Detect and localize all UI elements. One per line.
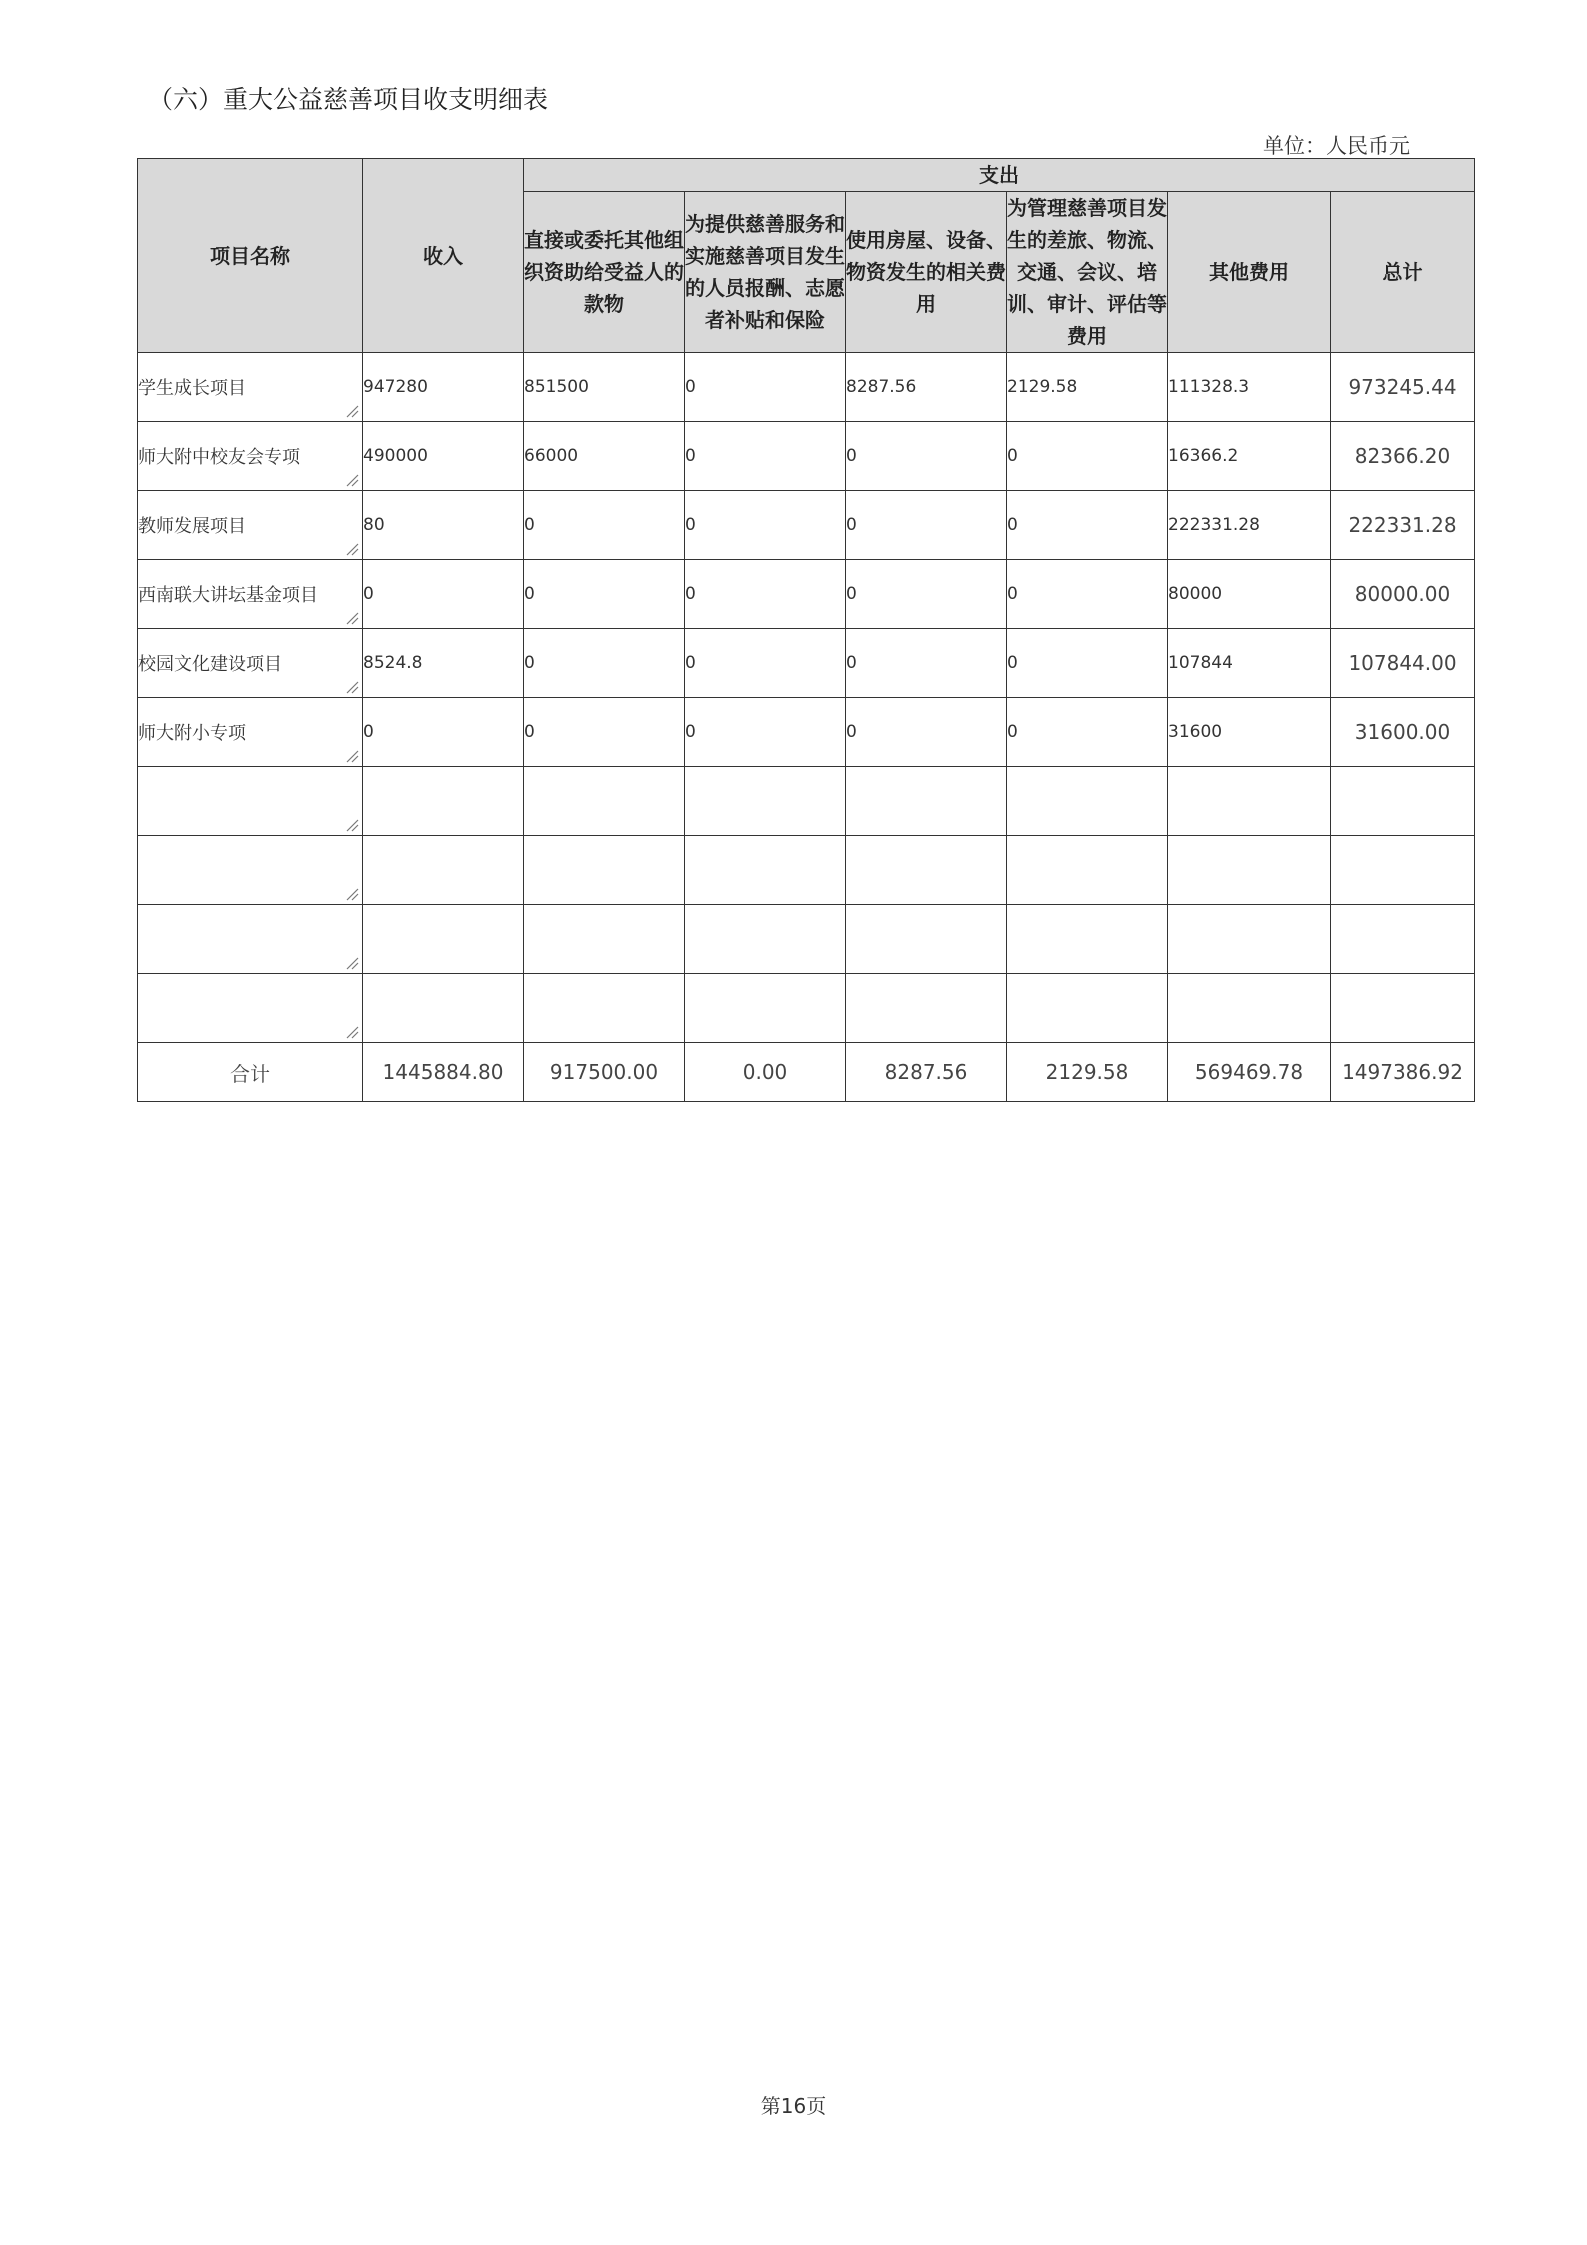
- sum-total: 1497386.92: [1331, 1043, 1475, 1102]
- header-total: 总计: [1331, 192, 1475, 353]
- cell-income: [363, 905, 524, 974]
- cell-total: 82366.20: [1331, 422, 1475, 491]
- sum-management: 2129.58: [1007, 1043, 1168, 1102]
- cell-facilities: [846, 905, 1007, 974]
- table-row: [138, 836, 1475, 905]
- cell-facilities: 0: [846, 629, 1007, 698]
- cell-income: 80: [363, 491, 524, 560]
- cell-management: [1007, 974, 1168, 1043]
- project-name-field[interactable]: [138, 698, 363, 767]
- cell-other: 16366.2: [1168, 422, 1331, 491]
- sum-personnel: 0.00: [685, 1043, 846, 1102]
- cell-facilities: 0: [846, 491, 1007, 560]
- project-name-field[interactable]: [138, 353, 363, 422]
- cell-management: 2129.58: [1007, 353, 1168, 422]
- project-name-field[interactable]: [138, 422, 363, 491]
- project-name-text: 师大附小专项: [138, 723, 246, 744]
- cell-facilities: 0: [846, 560, 1007, 629]
- project-name-field[interactable]: [138, 836, 363, 905]
- cell-management: [1007, 905, 1168, 974]
- cell-income: [363, 974, 524, 1043]
- header-facilities: 使用房屋、设备、物资发生的相关费用: [846, 192, 1007, 353]
- cell-personnel: 0: [685, 560, 846, 629]
- cell-direct-funding: [524, 905, 685, 974]
- cell-direct-funding: 0: [524, 491, 685, 560]
- cell-other: 31600: [1168, 698, 1331, 767]
- cell-other: [1168, 905, 1331, 974]
- cell-total: [1331, 974, 1475, 1043]
- resize-handle-icon[interactable]: [345, 887, 359, 901]
- sum-direct: 917500.00: [524, 1043, 685, 1102]
- unit-label: 单位：人民币元: [1263, 134, 1410, 158]
- table-body: [138, 353, 1475, 1043]
- project-name-text: 西南联大讲坛基金项目: [138, 585, 318, 606]
- cell-personnel: 0: [685, 491, 846, 560]
- cell-other: 111328.3: [1168, 353, 1331, 422]
- cell-facilities: 0: [846, 698, 1007, 767]
- cell-income: 0: [363, 698, 524, 767]
- project-name-field[interactable]: [138, 491, 363, 560]
- cell-income: [363, 836, 524, 905]
- project-name-field[interactable]: [138, 560, 363, 629]
- resize-handle-icon[interactable]: [345, 1025, 359, 1039]
- header-expense-group: 支出: [524, 159, 1475, 192]
- cell-direct-funding: 0: [524, 698, 685, 767]
- cell-personnel: [685, 836, 846, 905]
- project-name-field[interactable]: [138, 905, 363, 974]
- header-project-name: 项目名称: [138, 159, 363, 353]
- table-row: [138, 422, 1475, 491]
- cell-direct-funding: [524, 974, 685, 1043]
- sum-other: 569469.78: [1168, 1043, 1331, 1102]
- cell-income: 8524.8: [363, 629, 524, 698]
- cell-income: 0: [363, 560, 524, 629]
- cell-income: 947280: [363, 353, 524, 422]
- cell-facilities: [846, 974, 1007, 1043]
- cell-personnel: 0: [685, 422, 846, 491]
- page-title: （六）重大公益慈善项目收支明细表: [148, 85, 549, 114]
- cell-other: [1168, 974, 1331, 1043]
- cell-income: 490000: [363, 422, 524, 491]
- cell-management: 0: [1007, 698, 1168, 767]
- cell-other: 107844: [1168, 629, 1331, 698]
- cell-total: 222331.28: [1331, 491, 1475, 560]
- resize-handle-icon[interactable]: [345, 956, 359, 970]
- header-personnel: 为提供慈善服务和实施慈善项目发生的人员报酬、志愿者补贴和保险: [685, 192, 846, 353]
- cell-other: [1168, 767, 1331, 836]
- cell-personnel: [685, 905, 846, 974]
- table-row: [138, 353, 1475, 422]
- resize-handle-icon[interactable]: [345, 473, 359, 487]
- cell-management: 0: [1007, 560, 1168, 629]
- header-income: 收入: [363, 159, 524, 353]
- project-name-field[interactable]: [138, 974, 363, 1043]
- resize-handle-icon[interactable]: [345, 404, 359, 418]
- project-name-text: 校园文化建设项目: [138, 654, 282, 675]
- resize-handle-icon[interactable]: [345, 542, 359, 556]
- cell-management: 0: [1007, 629, 1168, 698]
- project-name-field[interactable]: [138, 767, 363, 836]
- cell-income: [363, 767, 524, 836]
- sum-row: [138, 1043, 1475, 1102]
- cell-facilities: 8287.56: [846, 353, 1007, 422]
- cell-facilities: 0: [846, 422, 1007, 491]
- resize-handle-icon[interactable]: [345, 818, 359, 832]
- project-name-text: 师大附中校友会专项: [138, 447, 300, 468]
- cell-personnel: 0: [685, 698, 846, 767]
- table-row: [138, 767, 1475, 836]
- table-row: [138, 974, 1475, 1043]
- table-row: [138, 698, 1475, 767]
- cell-direct-funding: 851500: [524, 353, 685, 422]
- cell-other: [1168, 836, 1331, 905]
- page-number: 第16页: [760, 2094, 827, 2118]
- cell-management: 0: [1007, 491, 1168, 560]
- cell-total: 31600.00: [1331, 698, 1475, 767]
- header-direct-funding: 直接或委托其他组织资助给受益人的款物: [524, 192, 685, 353]
- cell-total: [1331, 836, 1475, 905]
- resize-handle-icon[interactable]: [345, 680, 359, 694]
- project-name-field[interactable]: [138, 629, 363, 698]
- cell-total: [1331, 767, 1475, 836]
- project-name-text: 教师发展项目: [138, 516, 246, 537]
- cell-other: 80000: [1168, 560, 1331, 629]
- cell-management: 0: [1007, 422, 1168, 491]
- cell-personnel: [685, 974, 846, 1043]
- table-row: [138, 560, 1475, 629]
- cell-personnel: 0: [685, 629, 846, 698]
- cell-total: 80000.00: [1331, 560, 1475, 629]
- cell-direct-funding: [524, 767, 685, 836]
- cell-direct-funding: [524, 836, 685, 905]
- cell-other: 222331.28: [1168, 491, 1331, 560]
- table-row: [138, 905, 1475, 974]
- header-other: 其他费用: [1168, 192, 1331, 353]
- cell-personnel: [685, 767, 846, 836]
- cell-personnel: 0: [685, 353, 846, 422]
- sum-label: 合计: [138, 1043, 363, 1102]
- cell-management: [1007, 836, 1168, 905]
- header-management: 为管理慈善项目发生的差旅、物流、交通、会议、培训、审计、评估等费用: [1007, 192, 1168, 353]
- cell-management: [1007, 767, 1168, 836]
- sum-facilities: 8287.56: [846, 1043, 1007, 1102]
- charity-project-table: [137, 158, 1475, 1102]
- cell-total: [1331, 905, 1475, 974]
- cell-total: 107844.00: [1331, 629, 1475, 698]
- table-row: [138, 491, 1475, 560]
- cell-facilities: [846, 836, 1007, 905]
- cell-facilities: [846, 767, 1007, 836]
- resize-handle-icon[interactable]: [345, 611, 359, 625]
- table-row: [138, 629, 1475, 698]
- cell-total: 973245.44: [1331, 353, 1475, 422]
- cell-direct-funding: 66000: [524, 422, 685, 491]
- project-name-text: 学生成长项目: [138, 378, 246, 399]
- resize-handle-icon[interactable]: [345, 749, 359, 763]
- cell-direct-funding: 0: [524, 629, 685, 698]
- cell-direct-funding: 0: [524, 560, 685, 629]
- sum-income: 1445884.80: [363, 1043, 524, 1102]
